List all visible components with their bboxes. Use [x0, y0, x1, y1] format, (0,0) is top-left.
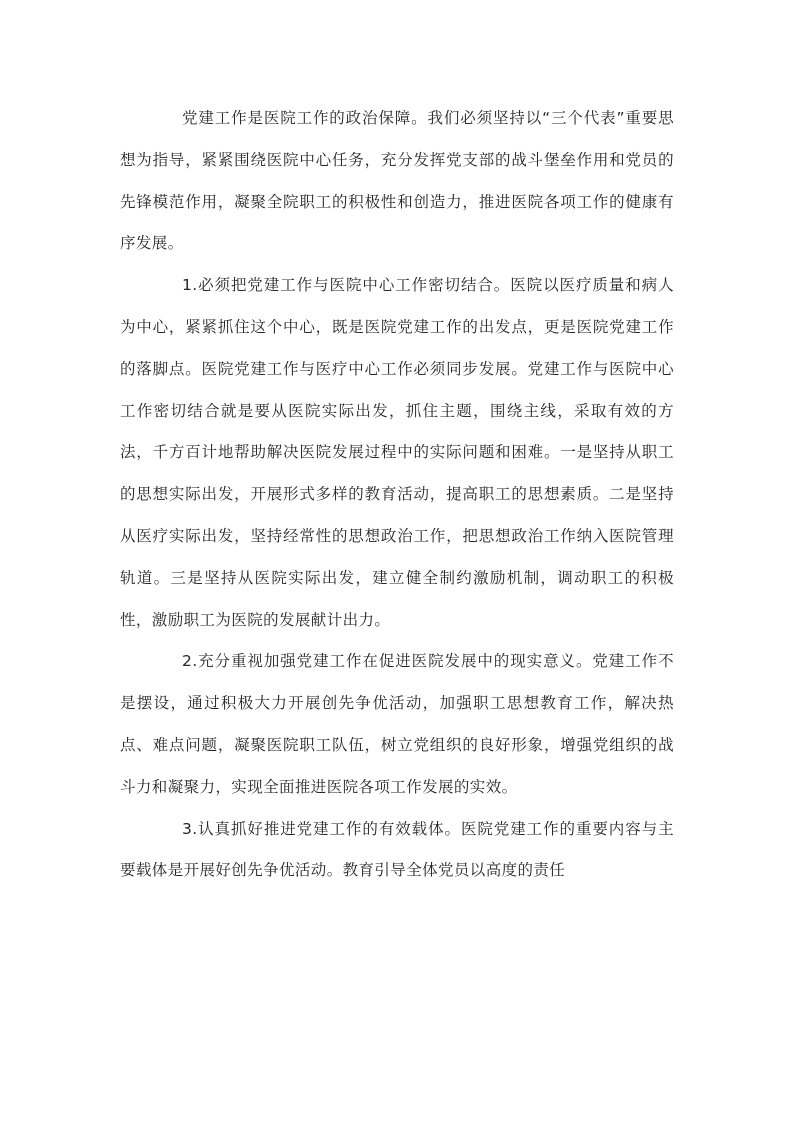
paragraph-intro: 党建工作是医院工作的政治保障。我们必须坚持以“三个代表”重要思想为指导，紧紧围绕医院中心任务，充分发挥党支部的战斗堡垒作用和党员的先锋模范作用，凝聚全院职工的积极性和创造力，推进医院各项工作的健康有序发展。 — [120, 109, 674, 253]
document-body — [120, 98, 674, 892]
paragraph-point-2: 2.充分重视加强党建工作在促进医院发展中的现实意义。党建工作不是摆设，通过积极大力开展创先争优活动，加强职工思想教育工作，解决热点、难点问题，凝聚医院职工队伍，树立党组织的良好形象，增强党组织的战斗力和凝聚力，实现全面推进医院各项工作发展的实效。 — [120, 652, 674, 796]
paragraph-point-1: 1.必须把党建工作与医院中心工作密切结合。医院以医疗质量和病人为中心，紧紧抓住这个中心，既是医院党建工作的出发点，更是医院党建工作的落脚点。医院党建工作与医疗中心工作必须同步发展。党建工作与医院中心工作密切结合就是要从医院实际出发，抓住主题，围绕主线，采取有效的方法，千方百计地帮助解决医院发展过程中的实际问题和困难。一是坚持从职工的思想实际出发，开展形式多样的教育活动，提高职工的思想素质。二是坚持从医疗实际出发，坚持经常性的思想政治工作，把思想政治工作纳入医院管理轨道。三是坚持从医院实际出发，建立健全制约激励机制，调动职工的积极性，激励职工为医院的发展献计出力。 — [120, 276, 674, 629]
paragraph-point-3: 3.认真抓好推进党建工作的有效载体。医院党建工作的重要内容与主要载体是开展好创先争优活动。教育引导全体党员以高度的责任 — [120, 819, 674, 880]
